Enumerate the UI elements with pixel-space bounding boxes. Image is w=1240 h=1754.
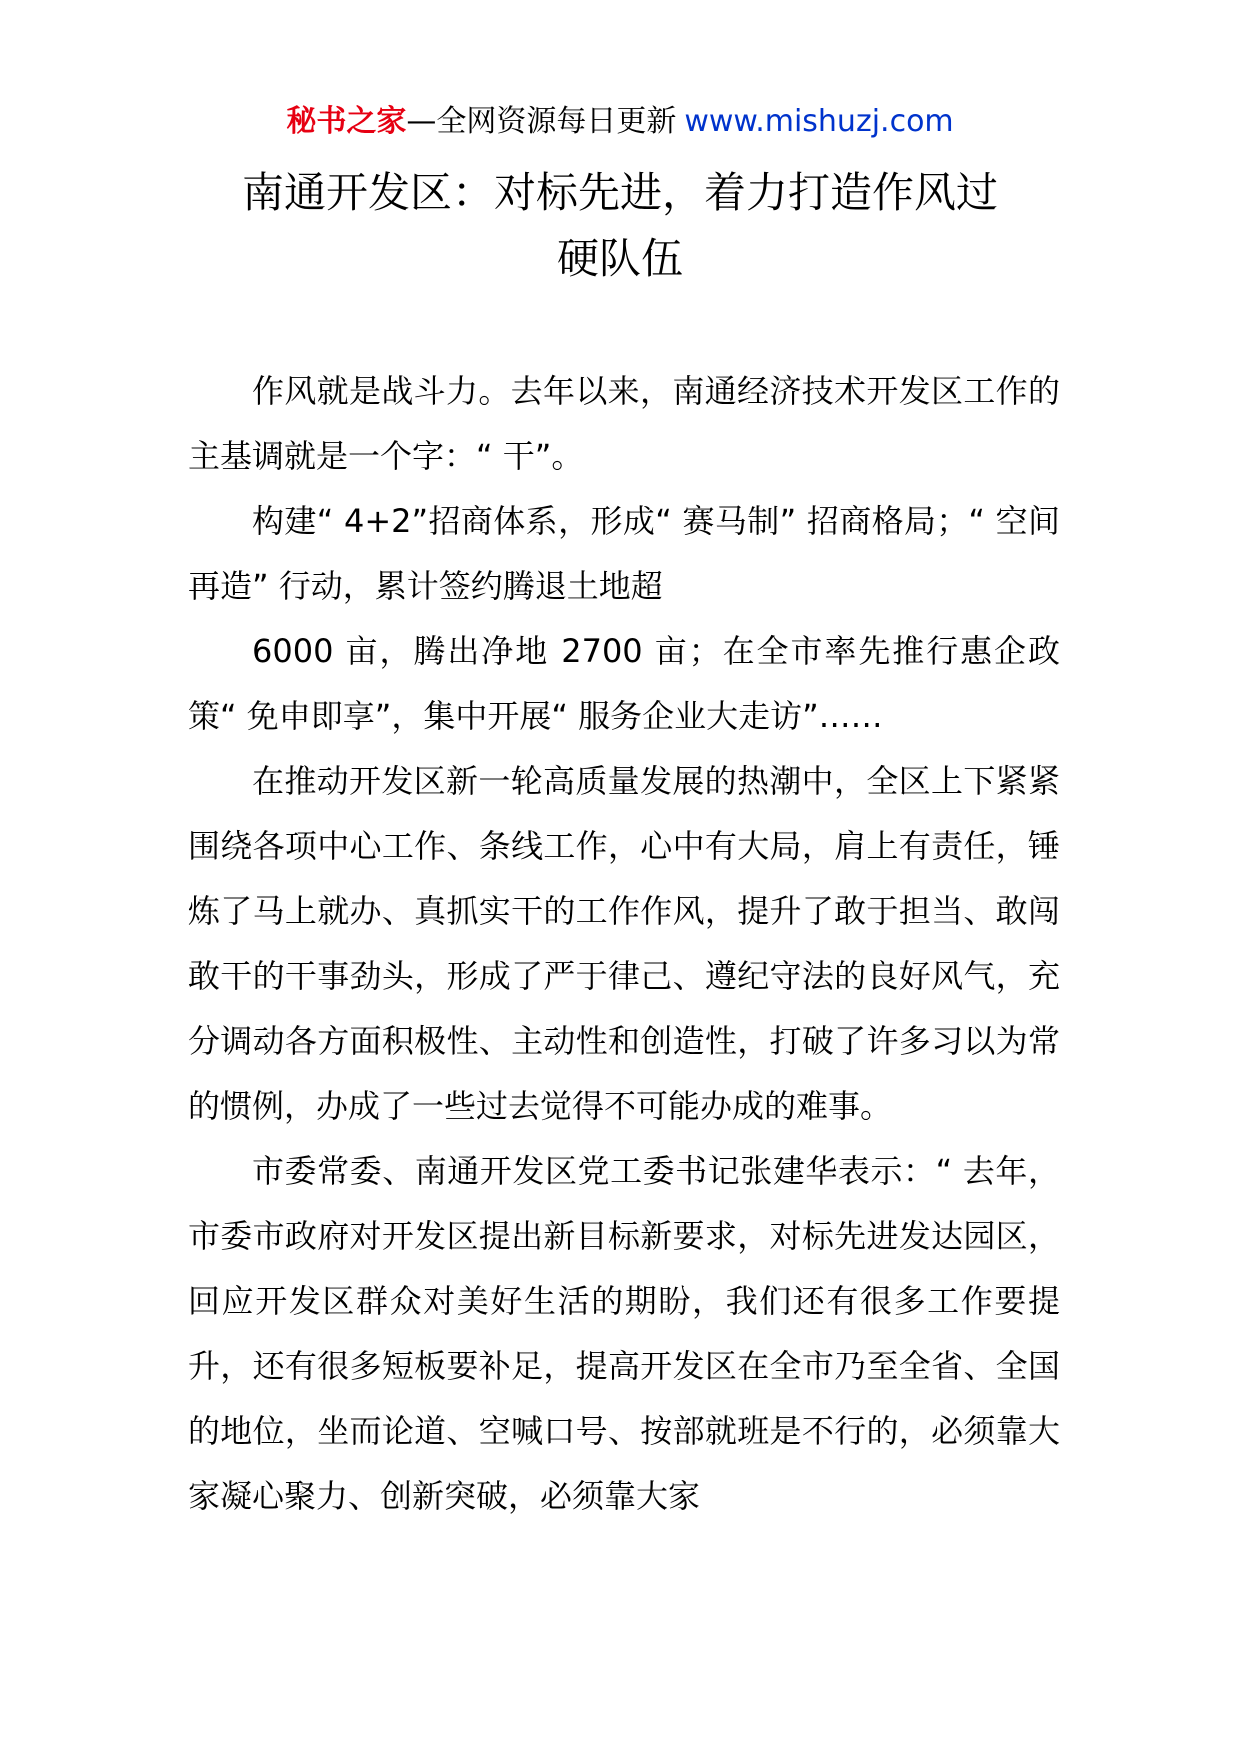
article-title <box>150 160 1090 292</box>
article-title-line-2: 硬队伍 <box>556 234 683 283</box>
paragraph-4: 在推动开发区新一轮高质量发展的热潮中，全区上下紧紧围绕各项中心工作、条线工作，心中有大局，肩上有责任，锤炼了马上就办、真抓实干的工作作风，提升了敢于担当、敢闯敢干的干事劲头，形成了严于律己、遵纪守法的良好风气，充分调动各方面积极性、主动性和创造性，打破了许多习以为常的惯例，办成了一些过去觉得不可能办成的难事。 <box>188 762 1060 1125</box>
paragraph-3: 6000 亩，腾出净地 2700 亩；在全市率先推行惠企政策“ 免申即享”，集中开展“ 服务企业大走访”…… <box>188 632 1060 735</box>
brand-name: 秘书之家 <box>286 104 407 139</box>
paragraph-2: 构建“ 4+2”招商体系，形成“ 赛马制” 招商格局；“ 空间再造” 行动，累计签约腾退土地超 <box>188 502 1060 605</box>
article-title-line-1: 南通开发区：对标先进，着力打造作风过 <box>241 168 998 217</box>
site-header <box>0 102 1240 142</box>
paragraph-5: 市委常委、南通开发区党工委书记张建华表示：“ 去年，市委市政府对开发区提出新目标新要求，对标先进发达园区，回应开发区群众对美好生活的期盼，我们还有很多工作要提升，还有很多短板要补足，提高开发区在全市乃至全省、全国的地位，坐而论道、空喊口号、按部就班是不行的，必须靠大家凝心聚力、创新突破，必须靠大家 <box>188 1152 1060 1515</box>
site-url-link[interactable]: www.mishuzj.com <box>684 104 954 139</box>
header-tagline: —全网资源每日更新 <box>406 104 677 139</box>
paragraph-1: 作风就是战斗力。去年以来，南通经济技术开发区工作的主基调就是一个字：“ 干”。 <box>188 372 1060 475</box>
article-body <box>188 359 1060 1529</box>
